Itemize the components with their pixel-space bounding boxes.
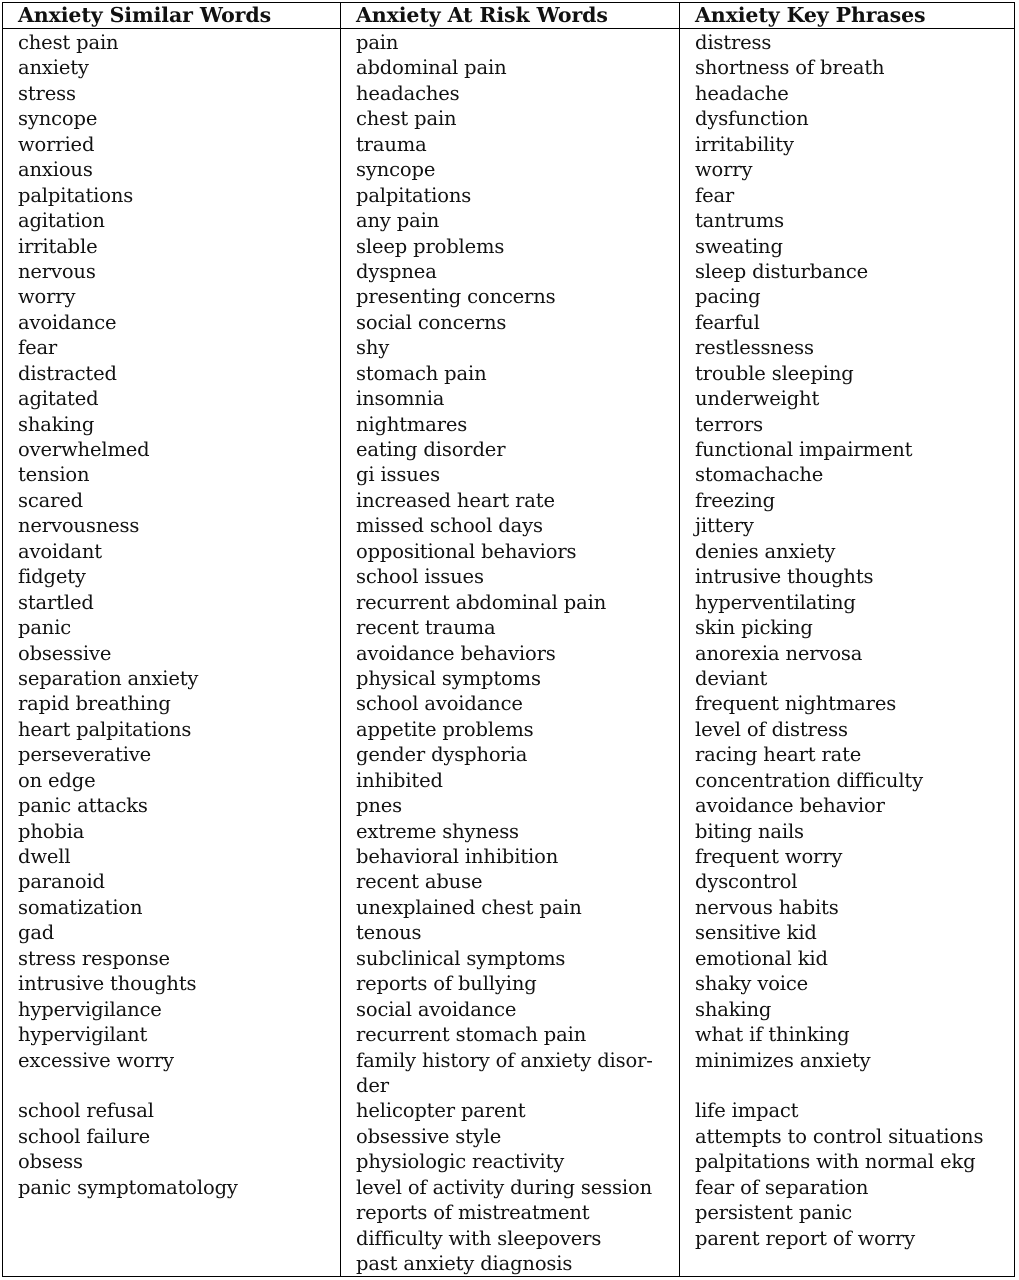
table-cell: school issues [356, 565, 484, 589]
table-cell: syncope [356, 158, 436, 182]
table-cell: skin picking [695, 616, 813, 640]
table-cell: nervous [18, 259, 96, 283]
word-list [680, 29, 1014, 1251]
table-cell: gad [18, 921, 55, 945]
word-list [341, 29, 679, 1276]
table-cell: stomach pain [356, 361, 487, 385]
table-cell: presenting concerns [356, 285, 556, 309]
table-cell: fidgety [18, 565, 86, 589]
table-cell: deviant [695, 666, 768, 690]
table-cell: somatization [18, 895, 143, 919]
column-header: Anxiety Similar Words [3, 3, 340, 29]
table-cell: obsess [18, 1150, 83, 1174]
table-cell: attempts to control situations [695, 1124, 984, 1148]
column-header: Anxiety Key Phrases [680, 3, 1014, 29]
table-cell: parent report of worry [695, 1226, 915, 1250]
table-cell: on edge [18, 768, 96, 792]
table-cell: biting nails [695, 819, 804, 843]
table-cell: agitated [18, 387, 99, 411]
table-cell: trouble sleeping [695, 361, 854, 385]
table-cell: panic symptomatology [18, 1175, 238, 1199]
table-cell: obsessive [18, 641, 112, 665]
table-cell: eating disorder [356, 438, 506, 461]
table-cell: syncope [18, 107, 98, 131]
table-cell: separation anxiety [18, 666, 199, 690]
table-cell: perseverative [18, 743, 152, 767]
table-cell: fear [18, 336, 58, 360]
table-cell: nervousness [18, 514, 140, 538]
table-cell: insomnia [356, 387, 445, 411]
table-cell: family history of anxiety disor- [356, 1048, 653, 1072]
table-cell: headache [695, 81, 789, 105]
table-cell: denies anxiety [695, 539, 836, 563]
table-cell: nervous habits [695, 895, 839, 919]
column-similar-words [3, 3, 341, 1276]
table-cell: anxious [18, 158, 93, 182]
column-header: Anxiety At Risk Words [341, 3, 679, 29]
table-cell: concentration difficulty [695, 768, 923, 792]
column-at-risk-words [341, 3, 680, 1276]
table-cell: behavioral inhibition [356, 845, 559, 868]
table-cell: school refusal [18, 1099, 154, 1123]
table-cell: nightmares [356, 412, 468, 436]
table-cell [18, 1073, 340, 1098]
table-cell: recurrent abdominal pain [356, 590, 607, 614]
table-cell: chest pain [18, 31, 119, 54]
table-cell: unexplained chest pain [356, 895, 582, 919]
table-cell: shortness of breath [695, 56, 885, 80]
table-cell: worried [18, 132, 95, 156]
table-cell: intrusive thoughts [695, 565, 874, 589]
table-cell: scared [18, 488, 83, 512]
table-cell: anxiety [18, 56, 89, 80]
table-cell: agitation [18, 209, 105, 233]
table-cell [695, 1073, 1014, 1098]
table-cell: worry [18, 285, 76, 309]
table-cell: shaking [18, 412, 95, 436]
table-cell: panic attacks [18, 794, 148, 818]
table-cell: past anxiety diagnosis [356, 1252, 573, 1275]
table-cell: stress [18, 81, 76, 105]
table-cell: social avoidance [356, 997, 517, 1021]
table-cell: any pain [356, 209, 440, 233]
table-cell: dyscontrol [695, 870, 798, 894]
table-cell: sensitive kid [695, 921, 817, 945]
table-cell: sleep disturbance [695, 259, 869, 283]
table-cell: fearful [695, 310, 760, 334]
table-cell: headaches [356, 81, 460, 105]
table-cell: oppositional behaviors [356, 539, 577, 563]
table-cell: palpitations [18, 183, 134, 207]
table-cell: irritable [18, 234, 98, 258]
table-cell: panic [18, 616, 72, 640]
table-cell: reports of bullying [356, 972, 537, 996]
table-cell: palpitations with normal ekg [695, 1150, 976, 1174]
table-cell: paranoid [18, 870, 105, 894]
table-cell: terrors [695, 412, 764, 436]
table-cell: recurrent stomach pain [356, 1023, 587, 1047]
table-cell: underweight [695, 387, 820, 411]
table-cell: fear [695, 183, 735, 207]
table-cell: avoidance behaviors [356, 641, 556, 665]
table-cell: palpitations [356, 183, 472, 207]
table-cell: fear of separation [695, 1175, 869, 1199]
table-cell: gi issues [356, 463, 440, 487]
table-cell: what if thinking [695, 1023, 850, 1047]
table-cell: gender dysphoria [356, 743, 528, 767]
table-cell: hypervigilant [18, 1023, 148, 1047]
table-cell: pnes [356, 794, 402, 818]
table-cell: shaking [695, 997, 772, 1021]
table-cell: minimizes anxiety [695, 1048, 871, 1072]
table-cell: recent abuse [356, 870, 483, 894]
table-cell: emotional kid [695, 946, 828, 970]
table-cell: jittery [695, 514, 754, 538]
table-cell: heart palpitations [18, 717, 192, 741]
table-cell: appetite problems [356, 717, 534, 741]
table-cell: intrusive thoughts [18, 972, 197, 996]
table-cell: avoidant [18, 539, 102, 563]
table-cell: restlessness [695, 336, 814, 360]
table-cell: tantrums [695, 209, 785, 233]
table-cell: dysfunction [695, 107, 809, 131]
table-cell: frequent worry [695, 845, 843, 868]
table-cell: social concerns [356, 310, 507, 334]
table-cell: subclinical symptoms [356, 946, 566, 970]
table-cell: avoidance behavior [695, 794, 885, 818]
table-cell: stress response [18, 946, 170, 970]
table-cell: startled [18, 590, 94, 614]
table-cell: racing heart rate [695, 743, 862, 767]
table-cell: worry [695, 158, 753, 182]
table-cell: pain [356, 31, 399, 54]
table-cell: der [356, 1073, 389, 1097]
table-cell: dyspnea [356, 259, 437, 283]
table-cell: hyperventilating [695, 590, 856, 614]
table-cell: avoidance [18, 310, 117, 334]
table-cell: hypervigilance [18, 997, 162, 1021]
table-cell: shaky voice [695, 972, 809, 996]
table-cell: extreme shyness [356, 819, 519, 843]
word-list [3, 29, 340, 1200]
table-cell: level of activity during session [356, 1175, 652, 1199]
table-cell: rapid breathing [18, 692, 171, 716]
table-cell: increased heart rate [356, 488, 555, 512]
table-cell: tension [18, 463, 90, 487]
word-table [2, 2, 1015, 1277]
table-cell: dwell [18, 845, 71, 868]
table-cell: life impact [695, 1099, 799, 1123]
table-cell: shy [356, 336, 390, 360]
table-cell: level of distress [695, 717, 848, 741]
table-cell: physical symptoms [356, 666, 541, 690]
table-cell: pacing [695, 285, 761, 309]
table-cell: phobia [18, 819, 85, 843]
table-cell: reports of mistreatment [356, 1201, 590, 1225]
table-cell: overwhelmed [18, 438, 150, 461]
table-cell: obsessive style [356, 1124, 502, 1148]
table-cell: school failure [18, 1124, 151, 1148]
table-cell: missed school days [356, 514, 543, 538]
column-key-phrases [680, 3, 1014, 1276]
table-cell: sweating [695, 234, 783, 258]
table-cell: anorexia nervosa [695, 641, 863, 665]
table-cell: frequent nightmares [695, 692, 897, 716]
table-cell: recent trauma [356, 616, 496, 640]
table-cell: trauma [356, 132, 427, 156]
table-cell: excessive worry [18, 1048, 174, 1072]
table-cell: school avoidance [356, 692, 523, 716]
table-cell: chest pain [356, 107, 457, 131]
table-cell: stomachache [695, 463, 824, 487]
table-cell: inhibited [356, 768, 443, 792]
table-cell: tenous [356, 921, 422, 945]
table-cell: distracted [18, 361, 117, 385]
table-cell: sleep problems [356, 234, 505, 258]
table-cell: functional impairment [695, 438, 913, 461]
table-cell: freezing [695, 488, 775, 512]
table-cell: irritability [695, 132, 794, 156]
table-cell: distress [695, 31, 772, 54]
table-cell: abdominal pain [356, 56, 507, 80]
table-cell: helicopter parent [356, 1099, 526, 1123]
table-cell: persistent panic [695, 1201, 852, 1225]
table-cell: physiologic reactivity [356, 1150, 565, 1174]
table-cell: difficulty with sleepovers [356, 1226, 602, 1250]
